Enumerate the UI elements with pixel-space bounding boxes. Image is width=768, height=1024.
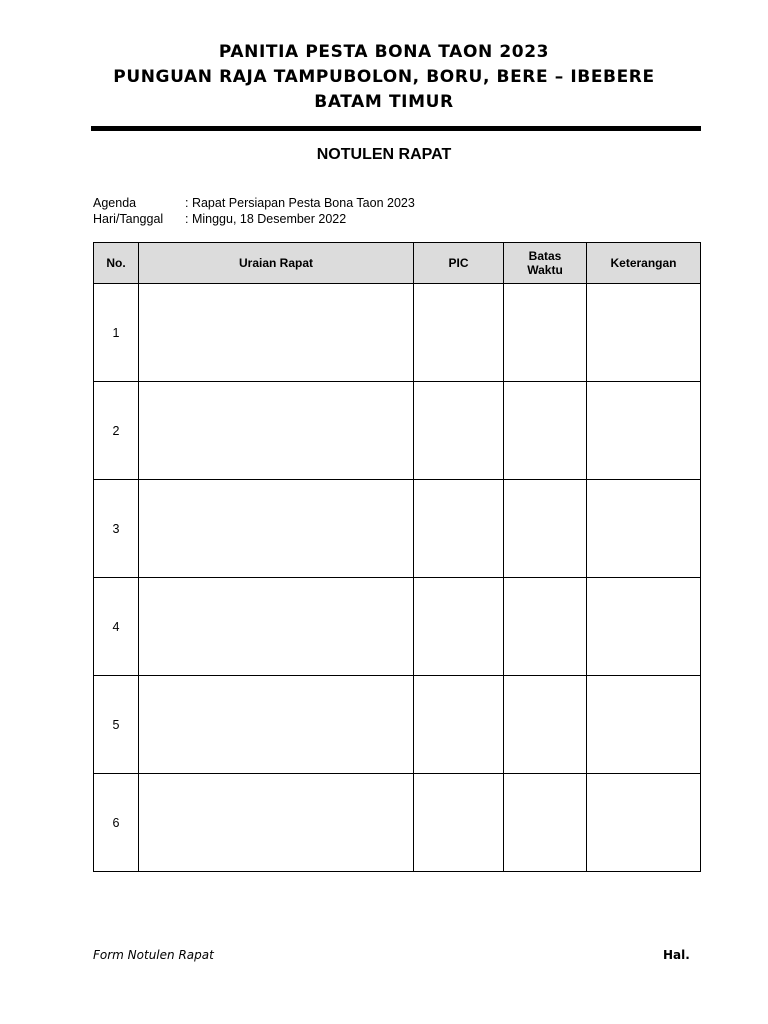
pic-cell[interactable]: [414, 284, 504, 382]
header-no: No.: [94, 243, 139, 284]
uraian-cell[interactable]: [139, 774, 414, 872]
pic-cell[interactable]: [414, 382, 504, 480]
header-keterangan: Keterangan: [587, 243, 701, 284]
keterangan-cell[interactable]: [587, 480, 701, 578]
batas-waktu-cell[interactable]: [504, 676, 587, 774]
table-row: [94, 284, 701, 382]
header-batas-line1: Batas: [528, 249, 562, 263]
batas-waktu-cell[interactable]: [504, 382, 587, 480]
keterangan-cell[interactable]: [587, 284, 701, 382]
header-batas-line2: Waktu: [527, 263, 563, 277]
footer-form-name: Form Notulen Rapat: [93, 948, 214, 962]
keterangan-cell[interactable]: [587, 382, 701, 480]
row-number: 6: [94, 774, 139, 872]
document-header: [0, 40, 768, 115]
agenda-row: [93, 196, 415, 210]
pic-cell[interactable]: [414, 480, 504, 578]
footer-page-label: Hal.: [663, 948, 690, 962]
header-uraian: Uraian Rapat: [139, 243, 414, 284]
uraian-cell[interactable]: [139, 284, 414, 382]
header-pic: PIC: [414, 243, 504, 284]
row-number: 1: [94, 284, 139, 382]
pic-cell[interactable]: [414, 676, 504, 774]
row-number: 3: [94, 480, 139, 578]
uraian-cell[interactable]: [139, 382, 414, 480]
header-divider: [91, 126, 701, 131]
uraian-cell[interactable]: [139, 480, 414, 578]
agenda-value: : Rapat Persiapan Pesta Bona Taon 2023: [185, 196, 415, 210]
keterangan-cell[interactable]: [587, 676, 701, 774]
location-title: BATAM TIMUR: [314, 92, 454, 112]
table-row: [94, 578, 701, 676]
table-header-row: [94, 243, 701, 284]
pic-cell[interactable]: [414, 578, 504, 676]
table-row: [94, 480, 701, 578]
row-number: 2: [94, 382, 139, 480]
date-label: Hari/Tanggal: [93, 212, 164, 226]
table-row: [94, 382, 701, 480]
batas-waktu-cell[interactable]: [504, 480, 587, 578]
batas-waktu-cell[interactable]: [504, 284, 587, 382]
association-title: PUNGUAN RAJA TAMPUBOLON, BORU, BERE – IBEBERE: [113, 67, 655, 87]
table-row: [94, 676, 701, 774]
keterangan-cell[interactable]: [587, 578, 701, 676]
uraian-cell[interactable]: [139, 578, 414, 676]
batas-waktu-cell[interactable]: [504, 774, 587, 872]
table-row: [94, 774, 701, 872]
minutes-table: [93, 242, 701, 872]
committee-title: PANITIA PESTA BONA TAON 2023: [218, 42, 550, 62]
batas-waktu-cell[interactable]: [504, 578, 587, 676]
date-value: : Minggu, 18 Desember 2022: [185, 212, 347, 226]
header-batas-waktu: [504, 243, 587, 284]
pic-cell[interactable]: [414, 774, 504, 872]
date-row: [93, 212, 346, 226]
keterangan-cell[interactable]: [587, 774, 701, 872]
row-number: 5: [94, 676, 139, 774]
page-title: NOTULEN RAPAT: [316, 146, 452, 163]
row-number: 4: [94, 578, 139, 676]
agenda-label: Agenda: [93, 196, 137, 210]
uraian-cell[interactable]: [139, 676, 414, 774]
